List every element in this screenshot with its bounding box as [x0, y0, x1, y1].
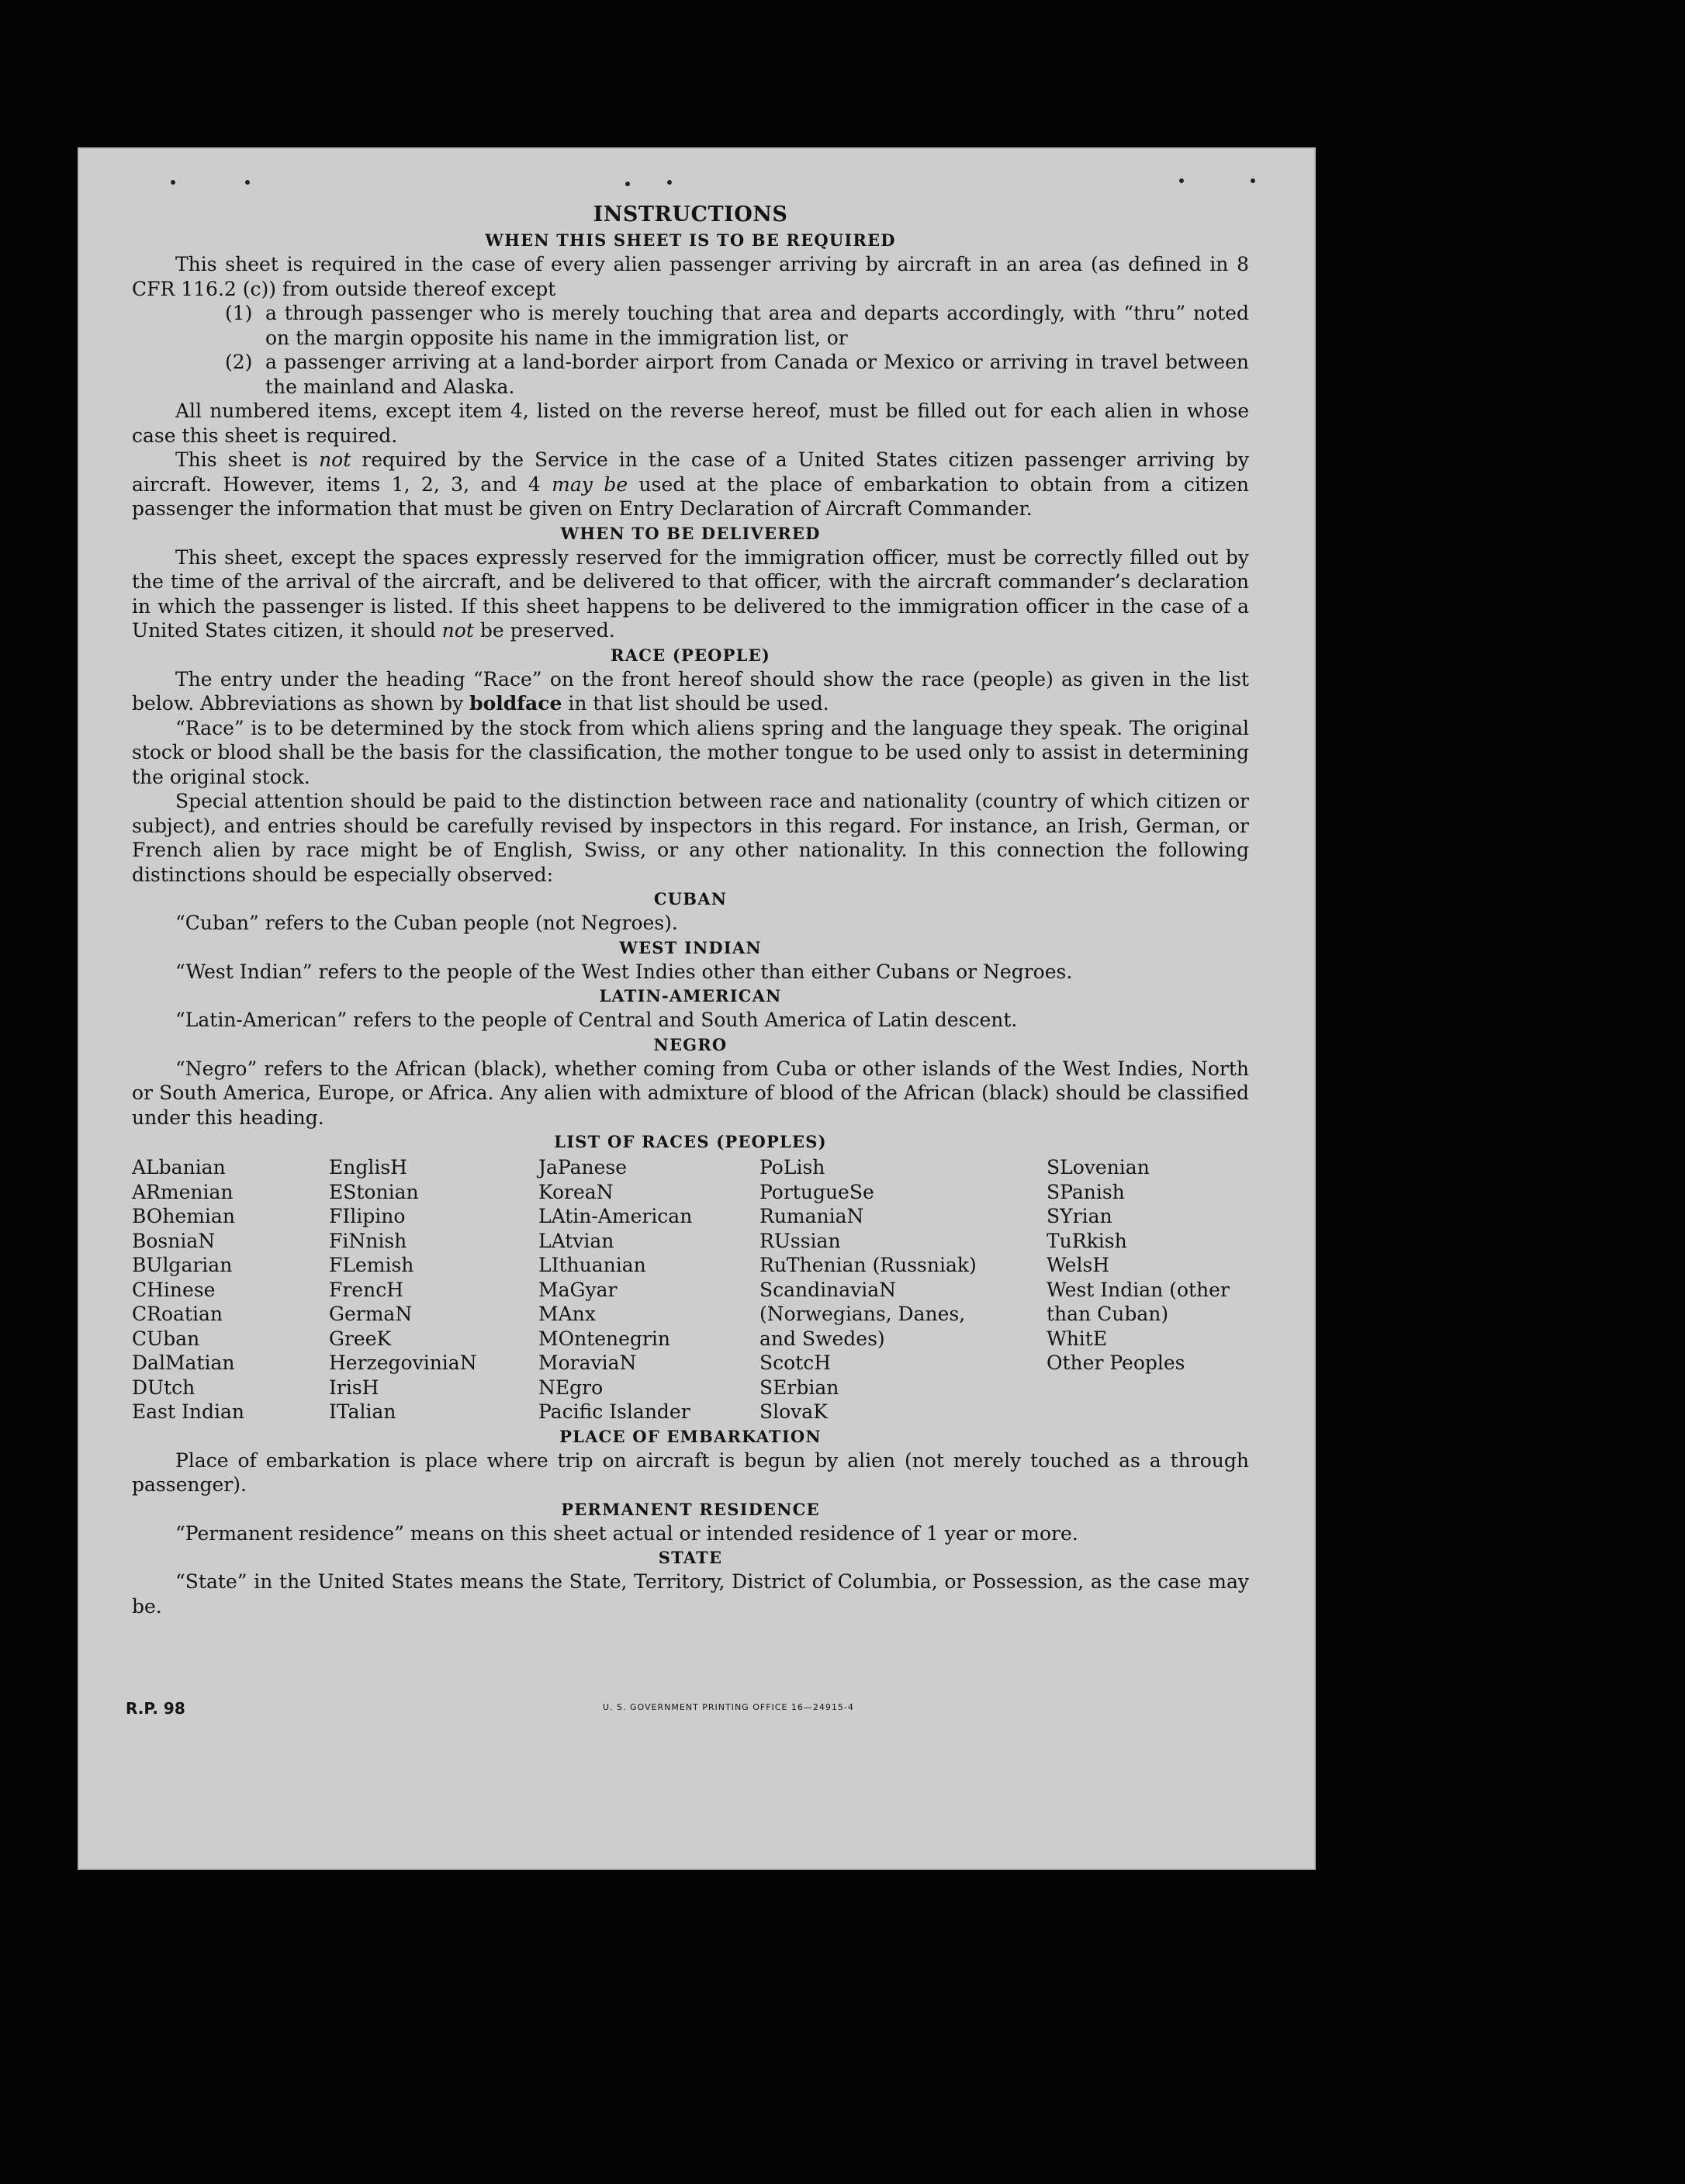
instruction-sheet	[78, 147, 1316, 1870]
item-text: a passenger arriving at a land-border airport from Canada or Mexico or arriving in travel between the mainland and Alaska.	[265, 351, 1249, 398]
heading-required: WHEN THIS SHEET IS TO BE REQUIRED	[485, 230, 896, 250]
sheet-content	[132, 202, 1249, 1618]
text-run: in that list should be used.	[562, 692, 829, 715]
heading-west-indian: WEST INDIAN	[619, 937, 762, 957]
race-entry: FiNnish	[329, 1229, 407, 1252]
heading-permanent-residence: PERMANENT RESIDENCE	[561, 1499, 820, 1519]
punch-mark	[171, 180, 175, 185]
race-entry: MOntenegrin	[538, 1327, 670, 1350]
permanent-residence-text: “Permanent residence” means on this sheet actual or intended residence of 1 year or more.	[175, 1521, 1078, 1545]
required-paragraph-3	[132, 448, 1249, 521]
races-column-1	[132, 1155, 329, 1424]
races-column-5	[1047, 1155, 1249, 1424]
emphasis-may-be: may be	[552, 472, 628, 496]
race-entry: JaPanese	[538, 1156, 628, 1179]
race-entry: MaGyar	[538, 1278, 618, 1301]
race-entry: ALbanian	[132, 1156, 226, 1179]
heading-delivered: WHEN TO BE DELIVERED	[560, 523, 821, 543]
cuban-text: “Cuban” refers to the Cuban people (not Negroes).	[175, 912, 678, 934]
race-entry: BUlgarian	[132, 1254, 233, 1276]
race-entry: ITalian	[329, 1400, 396, 1423]
emphasis-not: not	[441, 619, 474, 642]
heading-state: STATE	[658, 1548, 723, 1567]
delivered-paragraph	[132, 545, 1249, 643]
punch-mark	[245, 180, 250, 185]
latin-american-text: “Latin-American” refers to the people of Central and South America of Latin descent.	[175, 1009, 1018, 1031]
race-entry: MoraviaN	[538, 1352, 637, 1374]
heading-cuban: CUBAN	[653, 889, 728, 909]
race-entry: BOhemian	[132, 1205, 235, 1227]
race-entry: Pacific Islander	[538, 1400, 690, 1423]
printer-imprint: U. S. GOVERNMENT PRINTING OFFICE 16—24915-4	[603, 1702, 854, 1712]
race-entry: ScotcH	[759, 1352, 832, 1374]
state-text: “State” in the United States means the State, Territory, District of Columbia, or Possession, as the case may be.	[132, 1570, 1249, 1618]
required-paragraph-1: This sheet is required in the case of every alien passenger arriving by aircraft in an area (as defined in 8 CFR 116.2 (c)) from outside thereof except	[132, 253, 1249, 300]
race-entry: NEgro	[538, 1376, 604, 1399]
punch-mark	[625, 182, 630, 186]
race-entry: ScandinaviaN (Norwegians, Danes, and Swedes)	[759, 1278, 966, 1350]
sheet-footer	[126, 1699, 1258, 1722]
race-entry: CRoatian	[132, 1303, 223, 1325]
race-entry: FLemish	[329, 1254, 414, 1276]
races-table	[132, 1155, 1249, 1424]
race-entry: GermaN	[329, 1303, 413, 1325]
form-number: R.P. 98	[126, 1699, 185, 1718]
item-number: (2)	[225, 351, 253, 373]
page-title: INSTRUCTIONS	[593, 202, 788, 227]
race-entry: SPanish	[1047, 1180, 1125, 1203]
punch-mark	[667, 180, 672, 185]
race-entry: RUssian	[759, 1229, 841, 1252]
required-paragraph-2: All numbered items, except item 4, listed on the reverse hereof, must be filled out for each alien in whose case this sheet is required.	[132, 400, 1249, 447]
race-entry: WhitE	[1047, 1327, 1108, 1350]
race-entry: West Indian (other than Cuban)	[1047, 1278, 1230, 1325]
race-entry: LAtvian	[538, 1229, 614, 1252]
heading-negro: NEGRO	[653, 1034, 728, 1054]
race-entry: East Indian	[132, 1400, 244, 1423]
races-column-4	[759, 1155, 1047, 1424]
emphasis-not: not	[319, 448, 351, 471]
text-run: be preserved.	[473, 619, 615, 642]
heading-embarkation: PLACE OF EMBARKATION	[559, 1426, 822, 1446]
punch-mark	[1179, 178, 1184, 183]
race-entry: RuThenian (Russniak)	[759, 1254, 977, 1276]
race-entry: LAtin-American	[538, 1205, 693, 1227]
emphasis-boldface: boldface	[469, 692, 562, 715]
race-entry: FIlipino	[329, 1205, 406, 1227]
race-entry: SErbian	[759, 1376, 839, 1399]
race-paragraph-3: Special attention should be paid to the distinction between race and nationality (country of which citizen or subject), and entries should be carefully revised by inspectors in this regard. For instance, an Irish, German, or French alien by race might be of English, Swiss, or any other nationality. In this connection the following distinctions should be especially observed:	[132, 790, 1249, 886]
race-entry: CHinese	[132, 1278, 216, 1301]
race-entry: LIthuanian	[538, 1254, 646, 1276]
punch-mark	[1251, 178, 1255, 183]
race-entry: SLovenian	[1047, 1156, 1150, 1179]
text-run: The entry under the heading “Race” on the front hereof should show the race (people) as given in the list below. Abbreviations as shown by	[132, 667, 1249, 715]
text-run: This sheet is	[175, 448, 320, 471]
race-entry: HerzegoviniaN	[329, 1352, 477, 1374]
races-column-3	[538, 1155, 759, 1424]
race-paragraph-1	[132, 667, 1249, 716]
race-entry: PoLish	[759, 1156, 825, 1179]
race-entry: FrencH	[329, 1278, 403, 1301]
race-entry: DalMatian	[132, 1352, 235, 1374]
race-entry: BosniaN	[132, 1229, 216, 1252]
race-entry: SlovaK	[759, 1400, 828, 1423]
negro-text: “Negro” refers to the African (black), whether coming from Cuba or other islands of the West Indies, North or South America, Europe, or Africa. Any alien with admixture of blood of the African (black) should be classified under this heading.	[132, 1057, 1249, 1129]
race-entry: Other Peoples	[1047, 1352, 1185, 1374]
text-run: used at the place of embarkation to obtain from a citizen passenger the information that must be given on Entry Declaration of Aircraft Commander.	[132, 472, 1249, 520]
race-entry: EnglisH	[329, 1156, 407, 1179]
race-entry: PortugueSe	[759, 1180, 874, 1203]
race-paragraph-2: “Race” is to be determined by the stock from which aliens spring and the language they speak. The original stock or blood shall be the basis for the classification, the mother tongue to be used only to assist in determining the original stock.	[132, 716, 1249, 788]
race-entry: IrisH	[329, 1376, 379, 1399]
west-indian-text: “West Indian” refers to the people of the West Indies other than either Cubans or Negroes.	[175, 960, 1073, 983]
race-entry: KoreaN	[538, 1180, 614, 1203]
heading-race: RACE (PEOPLE)	[611, 645, 770, 665]
races-column-2	[329, 1155, 538, 1424]
race-entry: EStonian	[329, 1180, 419, 1203]
exception-item-1	[225, 301, 1249, 350]
race-entry: TuRkish	[1047, 1229, 1127, 1252]
race-entry: ARmenian	[132, 1180, 234, 1203]
race-entry: DUtch	[132, 1376, 195, 1399]
embarkation-text: Place of embarkation is place where trip on aircraft is begun by alien (not merely touched as a through passenger).	[132, 1449, 1249, 1496]
exception-item-2	[225, 350, 1249, 399]
race-entry: CUban	[132, 1327, 200, 1350]
race-entry: GreeK	[329, 1327, 392, 1350]
race-entry: RumaniaN	[759, 1205, 864, 1227]
heading-list-of-races: LIST OF RACES (PEOPLES)	[554, 1132, 827, 1151]
heading-latin-american: LATIN-AMERICAN	[599, 986, 782, 1005]
text-run: This sheet, except the spaces expressly reserved for the immigration officer, must be correctly filled out by the time of the arrival of the aircraft, and be delivered to that officer, with the aircraft commander’s declaration in which the passenger is listed. If this sheet happens to be delivered to the immigration officer in the case of a United States citizen, it should	[132, 545, 1249, 642]
item-text: a through passenger who is merely touching that area and departs accordingly, with “thru” noted on the margin opposite his name in the immigration list, or	[265, 302, 1249, 349]
text-run: required by the Service in the case of a United States citizen passenger arriving by aircraft. However, items 1, 2, 3, and 4	[132, 448, 1249, 496]
race-entry: SYrian	[1047, 1205, 1112, 1227]
race-entry: WelsH	[1047, 1254, 1110, 1276]
race-entry: MAnx	[538, 1303, 596, 1325]
item-number: (1)	[225, 302, 253, 324]
